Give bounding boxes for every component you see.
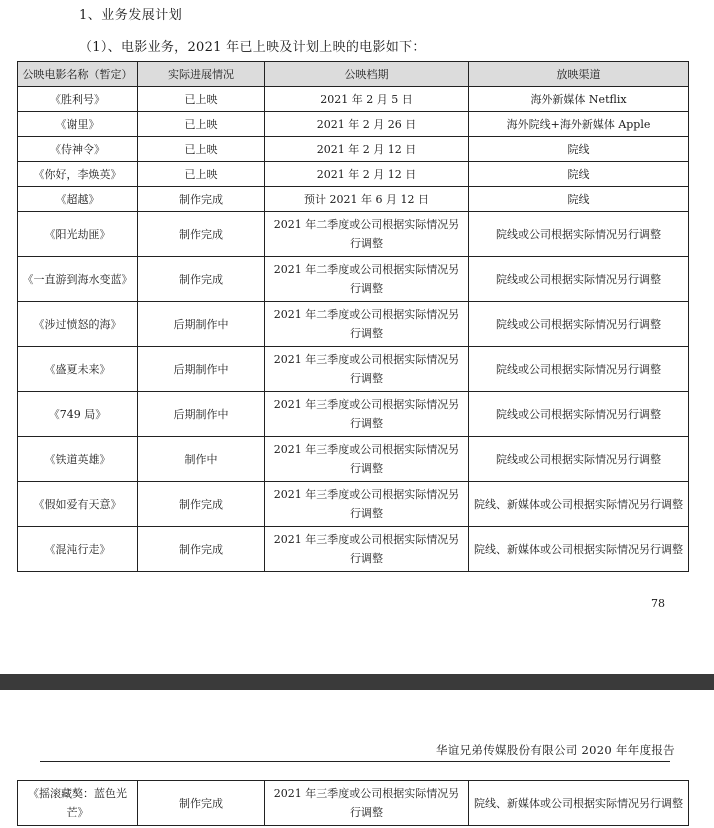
channel-cell: 院线 <box>469 187 689 212</box>
channel-cell: 院线或公司根据实际情况另行调整 <box>469 257 689 302</box>
channel-cell: 院线或公司根据实际情况另行调整 <box>469 437 689 482</box>
header-channel: 放映渠道 <box>469 62 689 87</box>
film-schedule-table <box>17 61 689 572</box>
table-row <box>18 392 689 437</box>
header-progress: 实际进展情况 <box>138 62 265 87</box>
release-date-cell: 2021 年二季度或公司根据实际情况另行调整 <box>265 212 469 257</box>
film-name-cell: 《铁道英雄》 <box>18 437 138 482</box>
channel-cell: 院线、新媒体或公司根据实际情况另行调整 <box>469 781 689 826</box>
release-date-cell: 2021 年三季度或公司根据实际情况另行调整 <box>265 392 469 437</box>
release-date-cell: 2021 年 2 月 12 日 <box>265 137 469 162</box>
progress-cell: 制作中 <box>138 437 265 482</box>
progress-cell: 制作完成 <box>138 257 265 302</box>
channel-cell: 院线或公司根据实际情况另行调整 <box>469 302 689 347</box>
table-row <box>18 347 689 392</box>
release-date-cell: 2021 年三季度或公司根据实际情况另行调整 <box>265 482 469 527</box>
film-name-cell: 《阳光劫匪》 <box>18 212 138 257</box>
progress-cell: 已上映 <box>138 162 265 187</box>
table-row <box>18 187 689 212</box>
release-date-cell: 2021 年三季度或公司根据实际情况另行调整 <box>265 437 469 482</box>
film-name-cell: 《胜利号》 <box>18 87 138 112</box>
progress-cell: 已上映 <box>138 112 265 137</box>
table-row <box>18 482 689 527</box>
header-rule <box>40 761 670 762</box>
channel-cell: 院线或公司根据实际情况另行调整 <box>469 392 689 437</box>
header-film-name: 公映电影名称（暂定） <box>18 62 138 87</box>
channel-cell: 院线或公司根据实际情况另行调整 <box>469 347 689 392</box>
film-schedule-table-continued <box>17 780 689 826</box>
section-heading: 1、业务发展计划 <box>79 8 183 23</box>
film-name-cell: 《摇滚藏獒：蓝色光芒》 <box>18 781 138 826</box>
film-name-cell: 《侍神令》 <box>18 137 138 162</box>
channel-cell: 院线、新媒体或公司根据实际情况另行调整 <box>469 482 689 527</box>
channel-cell: 院线 <box>469 137 689 162</box>
header-release-date: 公映档期 <box>265 62 469 87</box>
table-row <box>18 112 689 137</box>
release-date-cell: 2021 年三季度或公司根据实际情况另行调整 <box>265 527 469 572</box>
report-header-title: 华谊兄弟传媒股份有限公司 2020 年年度报告 <box>436 743 675 757</box>
progress-cell: 后期制作中 <box>138 302 265 347</box>
progress-cell: 已上映 <box>138 137 265 162</box>
film-name-cell: 《749 局》 <box>18 392 138 437</box>
film-name-cell: 《谢里》 <box>18 112 138 137</box>
film-name-cell: 《超越》 <box>18 187 138 212</box>
table-row <box>18 162 689 187</box>
channel-cell: 海外新媒体 Netflix <box>469 87 689 112</box>
page-number: 78 <box>651 597 665 610</box>
release-date-cell: 2021 年三季度或公司根据实际情况另行调整 <box>265 347 469 392</box>
progress-cell: 制作完成 <box>138 781 265 826</box>
progress-cell: 已上映 <box>138 87 265 112</box>
release-date-cell: 2021 年 2 月 12 日 <box>265 162 469 187</box>
channel-cell: 院线或公司根据实际情况另行调整 <box>469 212 689 257</box>
film-name-cell: 《你好，李焕英》 <box>18 162 138 187</box>
table-row <box>18 87 689 112</box>
film-name-cell: 《假如爱有天意》 <box>18 482 138 527</box>
release-date-cell: 2021 年 2 月 5 日 <box>265 87 469 112</box>
film-name-cell: 《涉过愤怒的海》 <box>18 302 138 347</box>
table-header-row <box>18 62 689 87</box>
release-date-cell: 2021 年三季度或公司根据实际情况另行调整 <box>265 781 469 826</box>
table-row <box>18 257 689 302</box>
release-date-cell: 2021 年 2 月 26 日 <box>265 112 469 137</box>
table-row <box>18 212 689 257</box>
progress-cell: 后期制作中 <box>138 392 265 437</box>
channel-cell: 院线 <box>469 162 689 187</box>
table-row <box>18 527 689 572</box>
progress-cell: 制作完成 <box>138 187 265 212</box>
film-name-cell: 《混沌行走》 <box>18 527 138 572</box>
page-79 <box>0 690 714 828</box>
subsection-heading: （1）、电影业务，2021 年已上映及计划上映的电影如下： <box>79 40 426 55</box>
progress-cell: 制作完成 <box>138 527 265 572</box>
channel-cell: 海外院线+海外新媒体 Apple <box>469 112 689 137</box>
release-date-cell: 预计 2021 年 6 月 12 日 <box>265 187 469 212</box>
film-name-cell: 《一直游到海水变蓝》 <box>18 257 138 302</box>
progress-cell: 后期制作中 <box>138 347 265 392</box>
progress-cell: 制作完成 <box>138 482 265 527</box>
table-row <box>18 437 689 482</box>
release-date-cell: 2021 年二季度或公司根据实际情况另行调整 <box>265 257 469 302</box>
release-date-cell: 2021 年二季度或公司根据实际情况另行调整 <box>265 302 469 347</box>
progress-cell: 制作完成 <box>138 212 265 257</box>
table-row <box>18 781 689 826</box>
film-name-cell: 《盛夏未来》 <box>18 347 138 392</box>
table-row <box>18 302 689 347</box>
page-separator <box>0 674 714 690</box>
table-row <box>18 137 689 162</box>
channel-cell: 院线、新媒体或公司根据实际情况另行调整 <box>469 527 689 572</box>
